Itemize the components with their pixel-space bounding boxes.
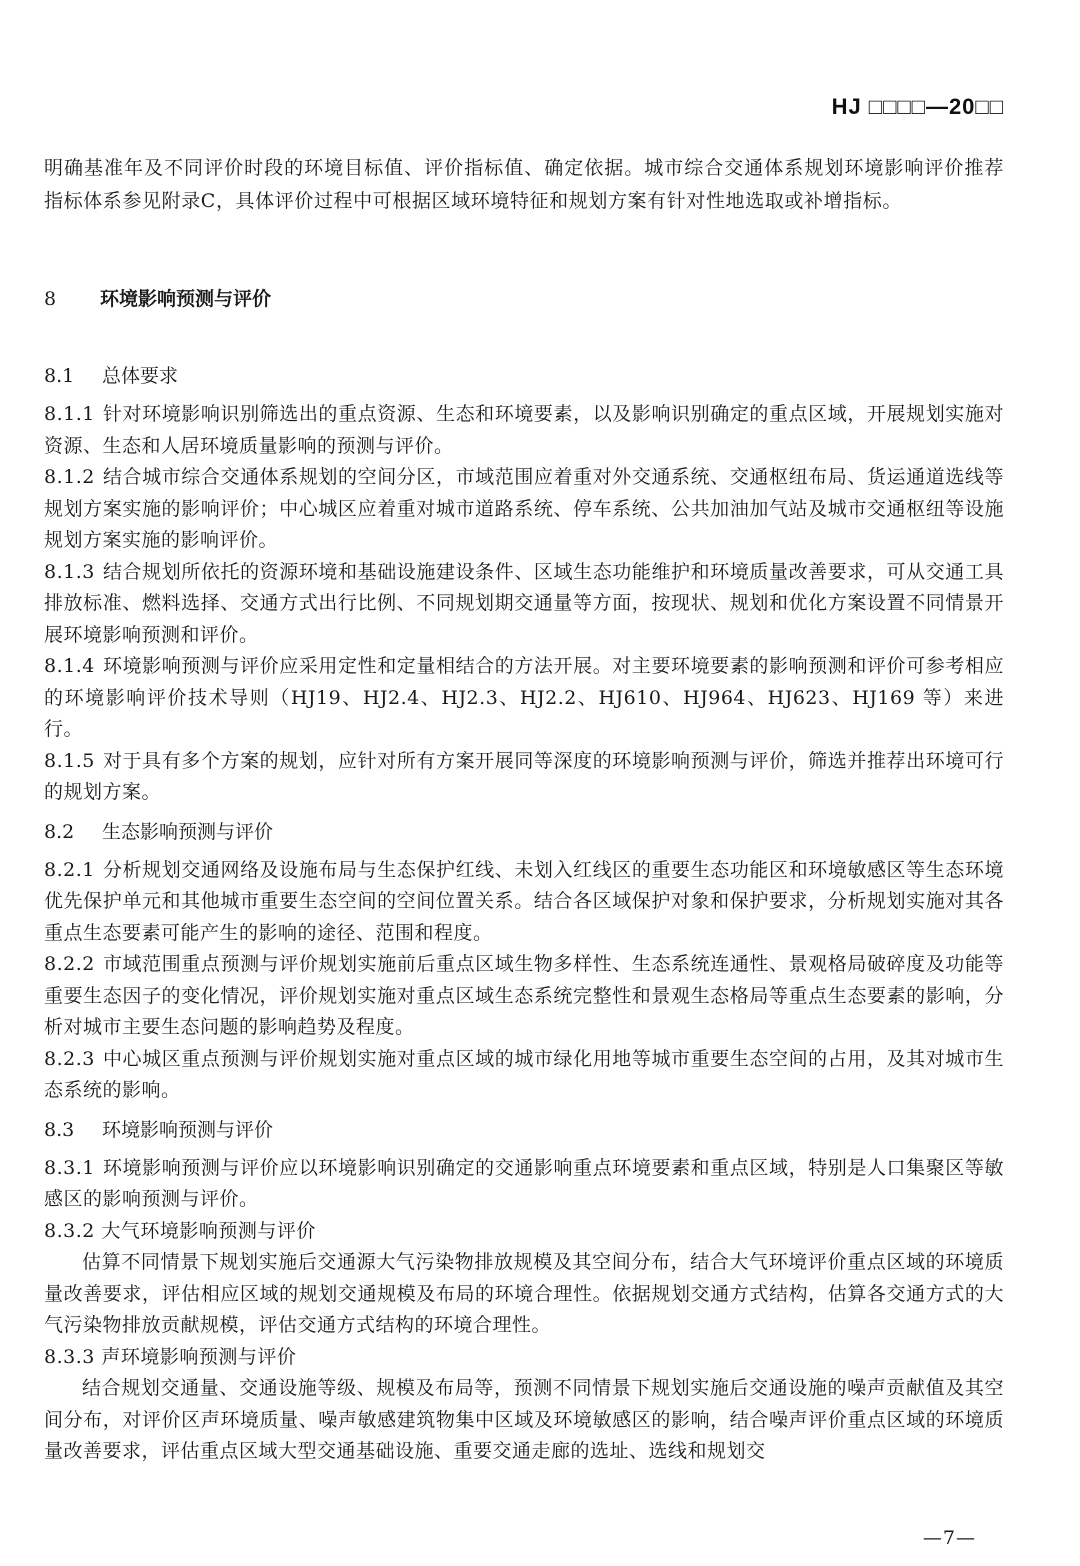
- clause-8-3-2-text: 估算不同情景下规划实施后交通源大气污染物排放规模及其空间分布，结合大气环境评价重点区域的环境质量改善要求，评估相应区域的规划交通规模及布局的环境合理性。依据规划交通方式结构，估算各交通方式的大气污染物排放贡献规模，评估交通方式结构的环境合理性。: [44, 1251, 1004, 1336]
- clause-8-1-3: [44, 557, 1004, 652]
- clause-number: 8.1.2: [44, 466, 95, 488]
- clause-8-1-1: [44, 399, 1004, 462]
- clause-text: 结合城市综合交通体系规划的空间分区，市域范围应着重对外交通系统、交通枢纽布局、货运通道选线等规划方案实施的影响评价；中心城区应着重对城市道路系统、停车系统、公共加油加气站及城市交通枢纽等设施规划方案实施的影响评价。: [44, 466, 1004, 551]
- clause-8-3-3-heading: 8.3.3 声环境影响预测与评价: [44, 1345, 297, 1368]
- clause-number: 8.1.3: [44, 560, 95, 583]
- clause-number: 8.2.3: [44, 1047, 95, 1070]
- clause-8-3-3-text: 结合规划交通量、交通设施等级、规模及布局等，预测不同情景下规划实施后交通设施的噪声贡献值及其空间分布，对评价区声环境质量、噪声敏感建筑物集中区域及环境敏感区的影响，结合噪声评价重点区域的环境质量改善要求，评估重点区域大型交通基础设施、重要交通走廊的选址、选线和规划交: [44, 1377, 1004, 1462]
- section-title: 环境影响预测与评价: [100, 288, 272, 310]
- clause-text: 市域范围重点预测与评价规划实施前后重点区域生物多样性、生态系统连通性、景观格局破碎度及功能等重要生态因子的变化情况，评价规划实施对重点区域生态系统完整性和景观生态格局等重点生态要素的影响，分析对城市主要生态问题的影响趋势及程度。: [44, 953, 1004, 1038]
- page-number: —7—: [922, 1527, 976, 1549]
- clause-number: 8.3.1: [44, 1156, 95, 1179]
- section-8-1-heading: [44, 361, 1004, 391]
- clause-8-2-2: [44, 949, 1004, 1044]
- clause-text: 环境影响预测与评价应采用定性和定量相结合的方法开展。对主要环境要素的影响预测和评价可参考相应的环境影响评价技术导则（HJ19、HJ2.4、HJ2.3、HJ2.2、HJ610、HJ964、HJ623、HJ169 等）来进行。: [44, 655, 1004, 740]
- clause-text: 针对环境影响识别筛选出的重点资源、生态和环境要素，以及影响识别确定的重点区域，开展规划实施对资源、生态和人居环境质量影响的预测与评价。: [44, 403, 1004, 457]
- clause-text: 分析规划交通网络及设施布局与生态保护红线、未划入红线区的重要生态功能区和环境敏感区等生态环境优先保护单元和其他城市重要生态空间的空间位置关系。结合各区域保护对象和保护要求，分析规划实施对其各重点生态要素可能产生的影响的途径、范围和程度。: [44, 858, 1004, 944]
- clause-text: 对于具有多个方案的规划，应针对所有方案开展同等深度的环境影响预测与评价，筛选并推荐出环境可行的规划方案。: [44, 749, 1004, 803]
- clause-8-2-1: [44, 855, 1004, 950]
- intro-paragraph: 明确基准年及不同评价时段的环境目标值、评价指标值、确定依据。城市综合交通体系规划环境影响评价推荐指标体系参见附录C，具体评价过程中可根据区域环境特征和规划方案有针对性地选取或补增指标。: [44, 157, 1004, 212]
- clause-number: 8.1.4: [44, 655, 95, 677]
- section-number: 8: [44, 288, 57, 310]
- clause-8-1-4: [44, 651, 1004, 746]
- section-number: 8.1: [44, 365, 75, 387]
- document-page: [44, 0, 1004, 1566]
- standard-code: HJ □□□□—20□□: [831, 94, 1004, 119]
- section-title: 生态影响预测与评价: [102, 820, 274, 843]
- clause-text: 中心城区重点预测与评价规划实施对重点区域的城市绿化用地等城市重要生态空间的占用，及其对城市生态系统的影响。: [44, 1047, 1004, 1101]
- clause-8-3-1: [44, 1153, 1004, 1216]
- clause-8-1-5: [44, 746, 1004, 809]
- section-title: 总体要求: [102, 365, 179, 387]
- section-number: 8.3: [44, 1118, 75, 1141]
- clause-number: 8.1.5: [44, 749, 95, 772]
- section-8-heading: [44, 284, 271, 314]
- section-8-3-heading: [44, 1115, 1004, 1145]
- section-8-2-heading: [44, 817, 1004, 847]
- clause-text: 环境影响预测与评价应以环境影响识别确定的交通影响重点环境要素和重点区域，特别是人口集聚区等敏感区的影响预测与评价。: [44, 1156, 1004, 1210]
- clause-text: 结合规划所依托的资源环境和基础设施建设条件、区域生态功能维护和环境质量改善要求，可从交通工具排放标准、燃料选择、交通方式出行比例、不同规划期交通量等方面，按现状、规划和优化方案设置不同情景开展环境影响预测和评价。: [44, 560, 1004, 646]
- clause-number: 8.1.1: [44, 403, 95, 425]
- clause-number: 8.2.2: [44, 953, 95, 975]
- clause-8-2-3: [44, 1044, 1004, 1107]
- clause-8-1-2: [44, 462, 1004, 557]
- clause-8-3-2-heading: 8.3.2 大气环境影响预测与评价: [44, 1219, 316, 1242]
- content-body: [44, 361, 1004, 1468]
- clause-number: 8.2.1: [44, 858, 95, 881]
- section-number: 8.2: [44, 820, 75, 843]
- section-title: 环境影响预测与评价: [102, 1118, 274, 1141]
